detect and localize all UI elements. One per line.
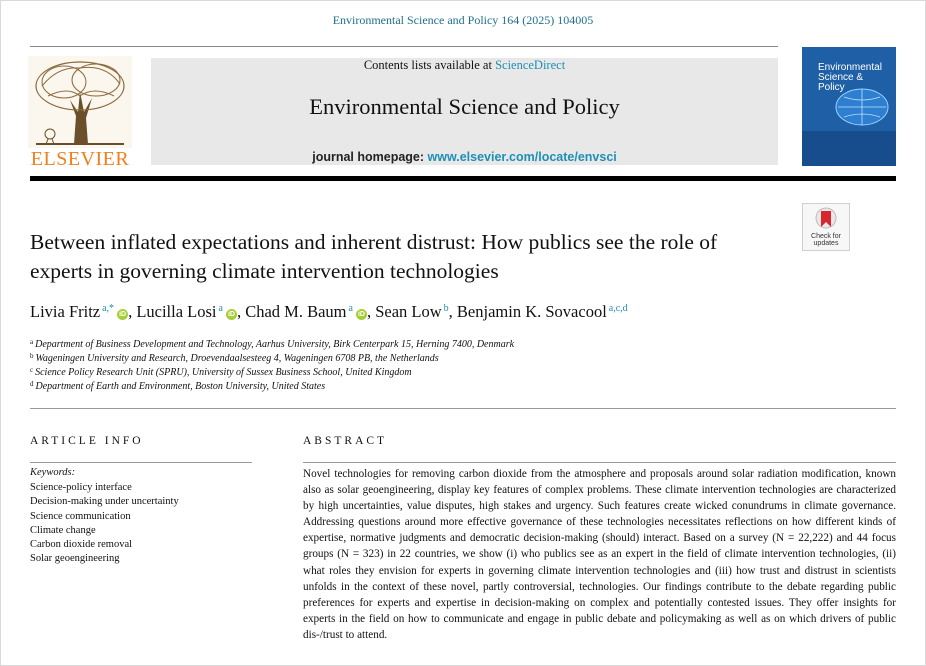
author[interactable]: Livia Fritz $^{a,*}$iD	[30, 302, 127, 321]
keyword: Carbon dioxide removal	[30, 539, 133, 551]
cover-band	[802, 131, 896, 166]
keyword: Science-policy interface	[30, 482, 132, 493]
homepage-prefix: journal homepage:	[312, 150, 428, 164]
check-for-updates-button[interactable]	[802, 203, 850, 251]
check-updates-icon	[815, 207, 837, 231]
globe-icon	[832, 87, 892, 127]
affiliation: $^c$ Science Policy Research Unit (SPRU), University of Sussex Business School, United Kingdom	[30, 366, 412, 378]
author[interactable]: Chad M. Baum $^a$iD	[245, 302, 365, 321]
contents-prefix: Contents lists available at	[363, 58, 496, 72]
contents-line	[151, 58, 778, 73]
sciencedirect-link[interactable]: ScienceDirect	[495, 58, 566, 72]
keyword-list	[30, 481, 260, 567]
keyword: Solar geoengineering	[30, 553, 120, 565]
abstract-text: Novel technologies for removing carbon dioxide from the atmosphere and proposals around solar radiation modification, known also as solar geoengineering, display key features of complex problems. These climate intervention technologies are characterized by high uncertainties, value disputes, high stakes and urgency. Such features create wicked conundrums in climate governance. Addressing questions around more effective governance of these technologies necessitates reflections on how different kinds of expertise, normative judgments and democratic decision-making (should) interact. Based on a survey (N = 22,222) and 44 focus groups (N = 323) in 22 countries, we show (i) who publics see as an expert in the field of climate intervention technologies, (ii) what roles they envision for experts in governing climate intervention technologies and (iii) how trust and distrust in scientists unfolds in the context of these novel, partly controversial, technologies. Our findings contribute to the debate regarding public preferences for experts and expertise in decision-making on complex and potentially contested issues. They offer insights for experts in the field on how to communicate and engage in public debate and policymaking as well as on which drivers of public dis-/trust to attend.	[303, 468, 896, 641]
journal-homepage-line	[151, 150, 778, 164]
masthead-rule	[30, 176, 896, 181]
article-info-rule	[30, 462, 252, 463]
article-info-heading: ARTICLE INFO	[30, 435, 144, 447]
abstract-rule	[303, 462, 896, 463]
author[interactable]: Lucilla Losi $^a$iD	[136, 302, 235, 321]
check-updates-label: Check for updates	[811, 233, 841, 247]
journal-citation[interactable]: Environmental Science and Policy 164 (2025) 104005	[332, 13, 594, 27]
keywords-label: Keywords:	[30, 467, 76, 478]
author[interactable]: Sean Low $^b$	[375, 302, 449, 321]
author-list: Livia Fritz $^{a,*}$iD , Lucilla Losi $^a$iD , Chad M. Baum $^a$iD , Sean Low $^b$, Benjamin K. Sovacool $^{a,c,d}$	[30, 302, 628, 321]
orcid-icon[interactable]: iD	[119, 311, 127, 318]
header-divider	[30, 46, 778, 47]
journal-cover-image[interactable]	[802, 47, 896, 166]
journal-title: Environmental Science and Policy	[309, 94, 620, 119]
keyword: Science communication	[30, 510, 131, 522]
abstract-heading: ABSTRACT	[303, 435, 388, 447]
journal-homepage-link[interactable]: www.elsevier.com/locate/envsci	[427, 150, 617, 164]
keyword: Climate change	[30, 524, 96, 536]
cover-title: Environmental Science & Policy	[818, 62, 882, 93]
elsevier-wordmark: ELSEVIER	[30, 148, 130, 170]
article-title: Between inflated expectations and inherent distrust: How publics see the role of experts in governing climate intervention technologies	[30, 230, 718, 283]
section-divider	[30, 408, 896, 409]
keyword: Decision-making under uncertainty	[30, 496, 179, 508]
author[interactable]: Benjamin K. Sovacool $^{a,c,d}$	[456, 302, 628, 321]
affiliation: $^b$ Wageningen University and Research, Droevendaalsesteeg 4, Wageningen 6708 PB, the Netherlands	[30, 352, 439, 364]
affiliation: $^a$ Department of Business Development and Technology, Aarhus University, Birk Centerpark 15, Herning 7400, Denmark	[30, 338, 515, 350]
orcid-icon[interactable]: iD	[227, 311, 235, 318]
orcid-icon[interactable]: iD	[357, 311, 365, 318]
affiliation: $^d$ Department of Earth and Environment, Boston University, United States	[30, 380, 326, 392]
